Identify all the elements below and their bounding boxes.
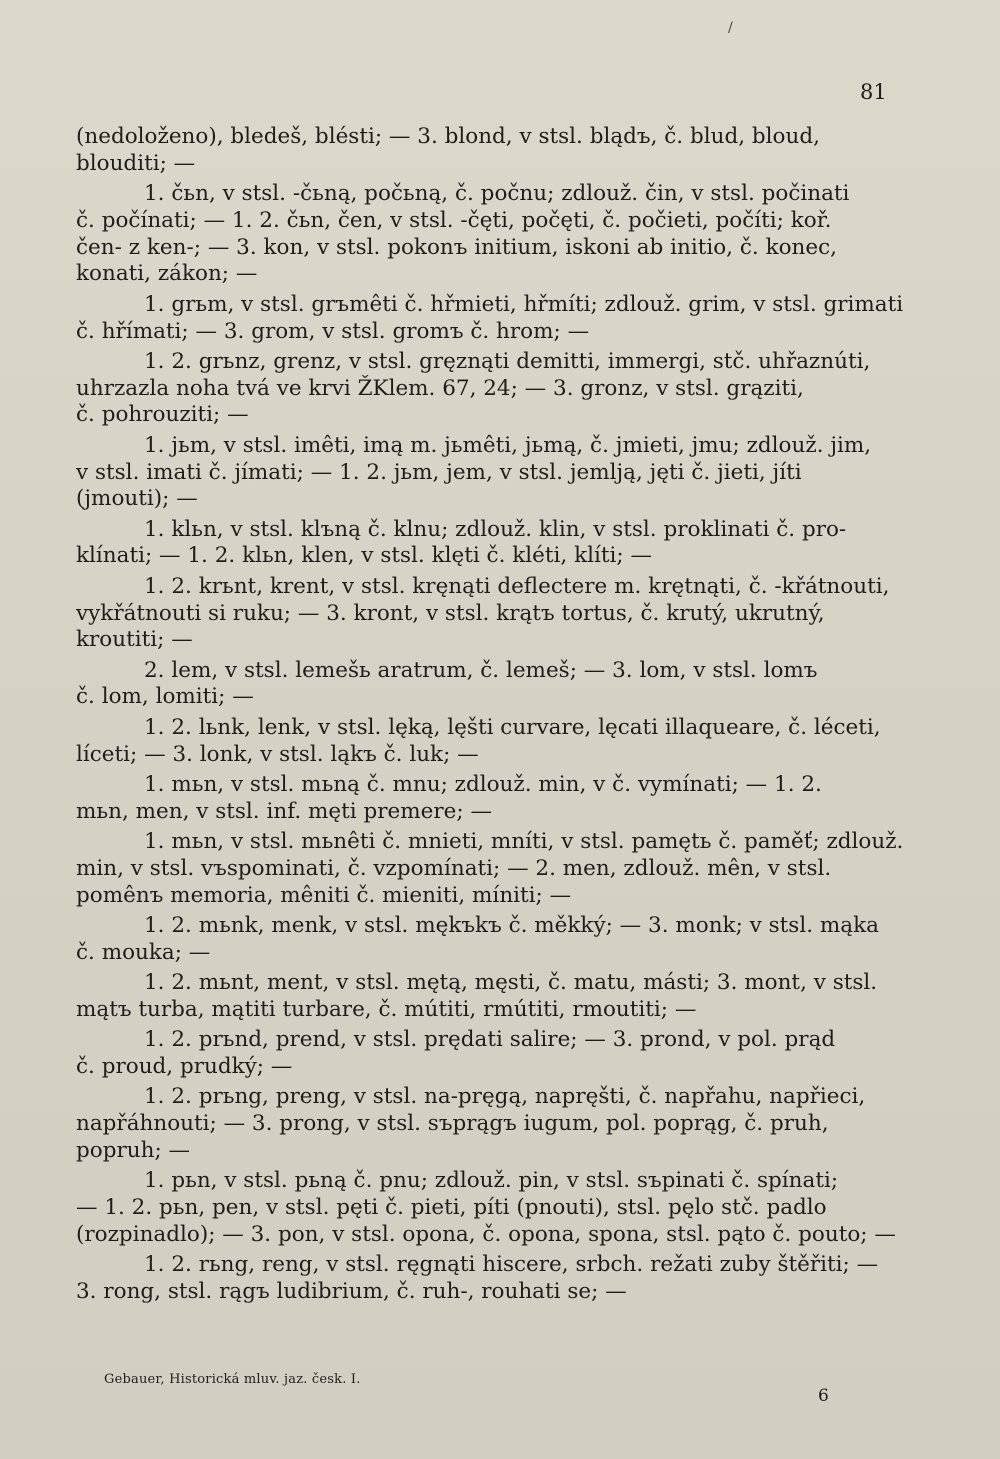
entry-paragraph xyxy=(76,349,882,429)
page-body xyxy=(76,124,904,1309)
text-line: 3. rong, stsl. rągъ ludibrium, č. ruh-, rouhati se; — xyxy=(76,1278,627,1304)
text-line: 1. 2. rьng, reng, v stsl. ręgnąti hiscere, srbch. režati zuby štěřiti; — xyxy=(144,1251,879,1277)
text-line: vykřátnouti si ruku; — 3. kront, v stsl. krątъ tortus, č. krutý, ukrutný, xyxy=(76,600,825,626)
entry-paragraph xyxy=(76,772,882,826)
text-line: 1. 2. mьnt, ment, v stsl. mętą, męsti, č. matu, másti; 3. mont, v stsl. xyxy=(144,969,878,995)
text-line: 1. pьn, v stsl. pьną č. pnu; zdlouž. pin, v stsl. sъpinati č. spínati; xyxy=(144,1167,839,1193)
text-line: 1. 2. grьnz, grenz, v stsl. gręznąti demitti, immergi, stč. uhřaznúti, xyxy=(144,348,871,374)
page-number: 81 xyxy=(860,80,887,104)
entry-paragraph xyxy=(76,970,882,1024)
text-line: 1. čьn, v stsl. -čьną, počьną, č. počnu; zdlouž. čin, v stsl. počinati xyxy=(144,181,850,207)
text-line: popruh; — xyxy=(76,1137,191,1163)
entry-paragraph xyxy=(76,124,882,178)
text-line: 1. 2. krьnt, krent, v stsl. kręnąti deflectere m. krętnąti, č. -křátnouti, xyxy=(144,573,890,599)
text-line: č. počínati; — 1. 2. čьn, čen, v stsl. -čęti, počęti, č. počieti, počíti; koř. xyxy=(76,207,832,233)
entry-paragraph xyxy=(76,715,882,769)
text-line: 1. 2. lьnk, lenk, v stsl. lęką, lęšti curvare, lęcati illaqueare, č. léceti, xyxy=(144,714,881,740)
text-line: č. proud, prudký; — xyxy=(76,1053,293,1079)
text-line: čen- z ken-; — 3. kon, v stsl. pokonъ initium, iskoni ab initio, č. konec, xyxy=(76,234,837,260)
text-line: (rozpinadlo); — 3. pon, v stsl. opona, č. opona, spona, stsl. pąto č. pouto; — xyxy=(76,1221,896,1247)
text-line: mątъ turba, mątiti turbare, č. mútiti, rmútiti, rmoutiti; — xyxy=(76,996,697,1022)
text-line: kroutiti; — xyxy=(76,627,193,653)
text-line: — 1. 2. pьn, pen, v stsl. pęti č. pieti, píti (pnouti), stsl. pęlo stč. padlo xyxy=(76,1194,827,1220)
entry-paragraph xyxy=(76,658,882,712)
text-line: blouditi; — xyxy=(76,150,196,176)
text-line: 2. lem, v stsl. lemešь aratrum, č. lemeš; — 3. lom, v stsl. lomъ xyxy=(144,657,818,683)
text-line: 1. 2. mьnk, menk, v stsl. mękъkъ č. měkký; — 3. monk; v stsl. mąka xyxy=(144,912,879,938)
signature-mark: 6 xyxy=(818,1386,829,1406)
text-line: uhrzazla noha tvá ve krvi ŽKlem. 67, 24; — 3. gronz, v stsl. grąziti, xyxy=(76,375,804,401)
entry-paragraph xyxy=(76,1084,882,1164)
text-line: (nedoloženo), bledeš, blésti; — 3. blond, v stsl. blądъ, č. blud, bloud, xyxy=(76,124,820,149)
text-line: pomênъ memoria, mêniti č. mieniti, míniti; — xyxy=(76,882,572,908)
entry-paragraph xyxy=(76,433,882,513)
text-line: min, v stsl. vъspominati, č. vzpomínati; — 2. men, zdlouž. mên, v stsl. xyxy=(76,855,832,881)
entry-paragraph xyxy=(76,828,904,909)
footer-citation: Gebauer, Historická mluv. jaz. česk. I. xyxy=(104,1372,361,1387)
entry-paragraph xyxy=(76,181,882,288)
text-line: konati, zákon; — xyxy=(76,261,258,287)
entry-paragraph xyxy=(76,291,904,346)
text-line: č. mouka; — xyxy=(76,939,211,965)
text-line: č. pohrouziti; — xyxy=(76,402,249,428)
text-line: 1. grьm, v stsl. grъmêti č. hřmieti, hřmíti; zdlouž. grim, v stsl. grimati xyxy=(144,291,904,317)
entry-paragraph xyxy=(76,1167,896,1248)
text-line: mьn, men, v stsl. inf. męti premere; — xyxy=(76,798,492,824)
entry-paragraph xyxy=(76,913,882,967)
text-line: líceti; — 3. lonk, v stsl. ląkъ č. luk; — xyxy=(76,741,479,767)
entry-paragraph xyxy=(76,1027,882,1081)
text-line: (jmouti); — xyxy=(76,486,198,512)
text-line: č. lom, lomiti; — xyxy=(76,684,254,710)
entry-paragraph xyxy=(76,517,882,571)
corner-mark: / xyxy=(728,20,733,36)
text-line: v stsl. imati č. jímati; — 1. 2. jьm, jem, v stsl. jemlją, jęti č. jieti, jíti xyxy=(76,459,802,485)
text-line: 1. mьn, v stsl. mьnêti č. mnieti, mníti, v stsl. pamętь č. paměť; zdlouž. xyxy=(144,828,904,854)
text-line: č. hřímati; — 3. grom, v stsl. gromъ č. hrom; — xyxy=(76,318,590,344)
entry-paragraph xyxy=(76,1252,882,1306)
text-line: 1. mьn, v stsl. mьną č. mnu; zdlouž. min, v č. vymínati; — 1. 2. xyxy=(144,771,822,797)
text-line: 1. jьm, v stsl. imêti, imą m. jьmêti, jьmą, č. jmieti, jmu; zdlouž. jim, xyxy=(144,432,872,458)
text-line: napřáhnouti; — 3. prong, v stsl. sъprągъ iugum, pol. poprąg, č. pruh, xyxy=(76,1110,829,1136)
text-line: 1. 2. prьnd, prend, v stsl. prędati salire; — 3. prond, v pol. prąd xyxy=(144,1027,836,1052)
entry-paragraph xyxy=(76,573,890,654)
text-line: 1. 2. prьng, preng, v stsl. na-pręgą, napręšti, č. napřahu, napřieci, xyxy=(144,1084,866,1110)
text-line: klínati; — 1. 2. klьn, klen, v stsl. klęti č. kléti, klíti; — xyxy=(76,543,652,569)
text-line: 1. klьn, v stsl. klъną č. klnu; zdlouž. klin, v stsl. proklinati č. pro- xyxy=(144,516,847,542)
